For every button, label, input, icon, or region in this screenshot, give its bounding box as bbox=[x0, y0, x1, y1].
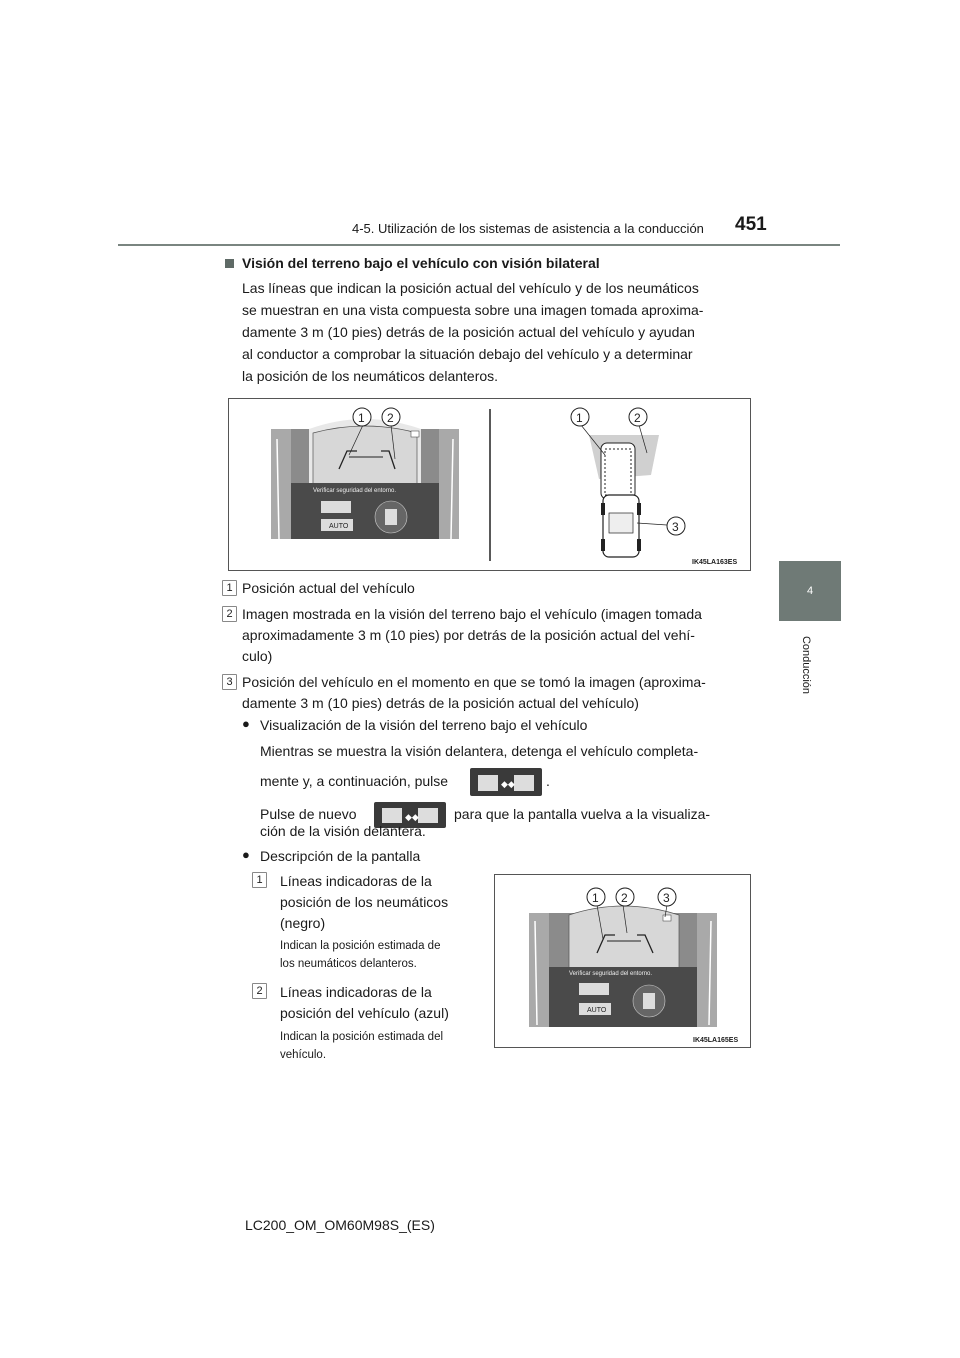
figure-2 bbox=[494, 874, 751, 1048]
legend-text: aproximadamente 3 m (10 pies) por detrás de la posición actual del vehí- bbox=[242, 627, 695, 643]
callout-2: 2 bbox=[387, 411, 394, 425]
body-line: ción de la visión delantera. bbox=[260, 823, 426, 839]
item-number: 2 bbox=[252, 983, 267, 999]
bullet-title: Visualización de la visión del terreno bajo el vehículo bbox=[260, 717, 588, 733]
legend-text: damente 3 m (10 pies) detrás de la posición actual del vehículo) bbox=[242, 695, 639, 711]
callout-3: 3 bbox=[663, 891, 670, 905]
callout-1: 1 bbox=[576, 411, 583, 425]
figure-1 bbox=[228, 398, 751, 571]
svg-text:◆◆: ◆◆ bbox=[501, 780, 515, 790]
svg-text:◆◆: ◆◆ bbox=[405, 813, 419, 823]
chapter-label: Conducción bbox=[800, 635, 812, 695]
callout-1: 1 bbox=[358, 411, 365, 425]
callout-2: 2 bbox=[621, 891, 628, 905]
heading-square-icon bbox=[225, 259, 234, 268]
item-title: Líneas indicadoras de la posición de los neumáticos (negro) bbox=[280, 873, 449, 931]
bullet-icon: ● bbox=[242, 847, 250, 862]
callout-3: 3 bbox=[672, 520, 679, 534]
intro-line: al conductor a comprobar la situación debajo del vehículo y a determinar bbox=[242, 346, 693, 362]
page-number: 451 bbox=[735, 214, 767, 235]
legend-text: Posición del vehículo en el momento en que se tomó la imagen (aproxima- bbox=[242, 674, 706, 690]
bullet-icon: ● bbox=[242, 716, 250, 731]
header-divider bbox=[118, 244, 840, 246]
intro-line: la posición de los neumáticos delanteros. bbox=[242, 368, 499, 384]
item-note: Indican la posición estimada de los neumáticos delanteros. bbox=[280, 940, 441, 970]
intro-line: damente 3 m (10 pies) detrás de la posición actual del vehículo y ayudan bbox=[242, 324, 695, 340]
item-number: 1 bbox=[252, 872, 267, 888]
body-line: Pulse de nuevo bbox=[260, 806, 357, 822]
screen-message: Verificar seguridad del entorno. bbox=[569, 971, 653, 977]
auto-label: AUTO bbox=[587, 1007, 607, 1014]
section-title: Visión del terreno bajo el vehículo con visión bilateral bbox=[242, 255, 600, 271]
item-note: Indican la posición estimada del vehículo. bbox=[280, 1031, 444, 1061]
legend-number: 1 bbox=[222, 580, 237, 596]
auto-label: AUTO bbox=[329, 523, 349, 530]
legend-text: Posición actual del vehículo bbox=[242, 580, 415, 596]
legend-text: Imagen mostrada en la visión del terreno bajo el vehículo (imagen tomada bbox=[242, 606, 702, 622]
callout-1: 1 bbox=[592, 891, 599, 905]
callout-2: 2 bbox=[634, 411, 641, 425]
chapter-number: 4 bbox=[806, 585, 814, 597]
view-switch-icon bbox=[470, 768, 542, 796]
legend-text: culo) bbox=[242, 648, 273, 664]
footer-code: LC200_OM_OM60M98S_(ES) bbox=[245, 1217, 435, 1233]
chapter-tab bbox=[779, 561, 841, 621]
header-section-title: 4-5. Utilización de los sistemas de asistencia a la conducción bbox=[352, 221, 704, 236]
bullet-title: Descripción de la pantalla bbox=[260, 848, 421, 864]
item-title: Líneas indicadoras de la posición del vehículo (azul) bbox=[280, 984, 449, 1021]
under-vehicle-view-button[interactable] bbox=[470, 768, 542, 796]
intro-line: se muestran en una vista compuesta sobre una imagen tomada aproxima- bbox=[242, 302, 704, 318]
figure-1-illustration bbox=[229, 399, 750, 570]
body-line: para que la pantalla vuelva a la visualiza- bbox=[454, 806, 711, 822]
legend-number: 3 bbox=[222, 674, 237, 690]
legend-number: 2 bbox=[222, 606, 237, 622]
intro-line: Las líneas que indican la posición actual del vehículo y de los neumáticos bbox=[242, 280, 699, 296]
body-line: Mientras se muestra la visión delantera, detenga el vehículo completa- bbox=[260, 743, 699, 759]
screen-message: Verificar seguridad del entorno. bbox=[313, 488, 397, 494]
figure-2-illustration bbox=[495, 875, 750, 1047]
body-line: mente y, a continuación, pulse bbox=[260, 773, 449, 789]
body-line: . bbox=[546, 773, 550, 789]
figure-code: IK45LA165ES bbox=[693, 1037, 739, 1044]
figure-code: IK45LA163ES bbox=[692, 559, 738, 566]
